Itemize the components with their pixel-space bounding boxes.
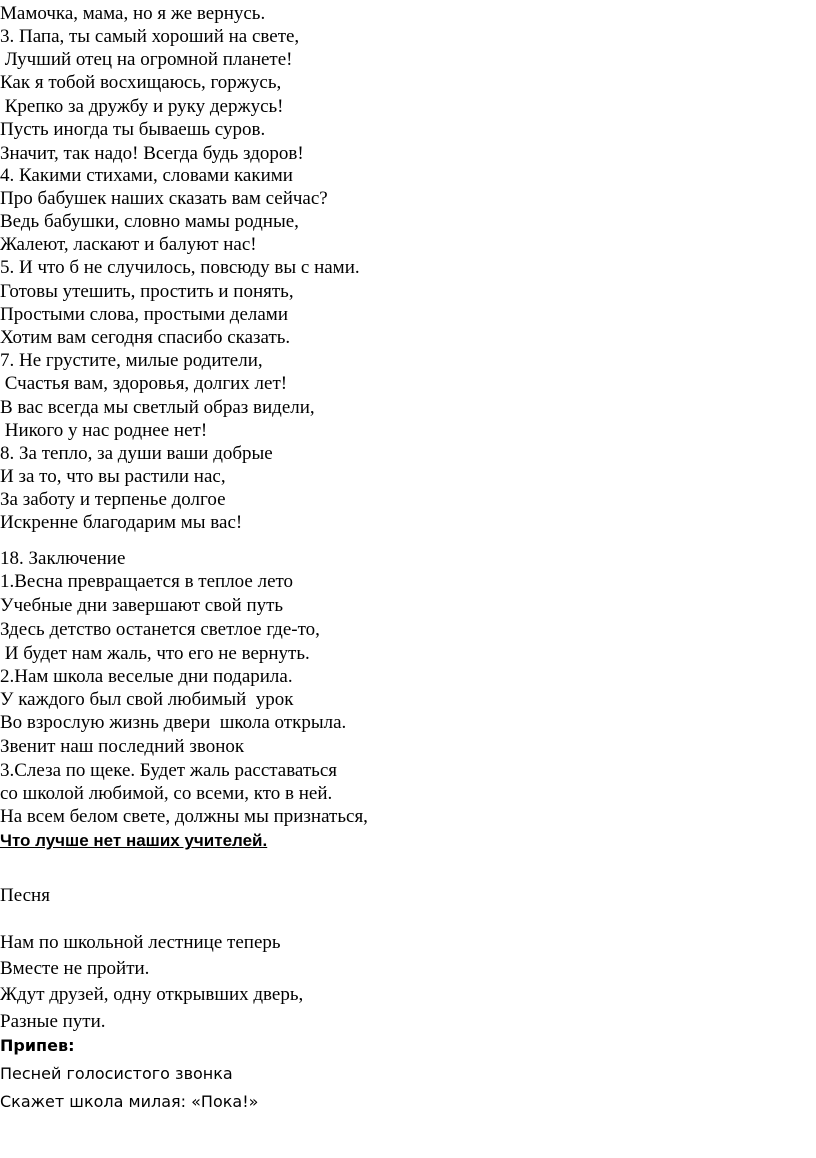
poem-line: Никого у нас роднее нет! bbox=[0, 420, 208, 441]
poem-line: 7. Не грустите, милые родители, bbox=[0, 350, 263, 371]
chorus-line: Песней голосистого звонка bbox=[0, 1064, 233, 1083]
conclusion-line: На всем белом свете, должны мы признаться, bbox=[0, 806, 368, 827]
song-line: Нам по школьной лестнице теперь bbox=[0, 932, 281, 953]
poem-line: 8. За тепло, за души ваши добрые bbox=[0, 443, 273, 464]
conclusion-line: Здесь детство останется светлое где-то, bbox=[0, 619, 320, 640]
conclusion-final-line: Что лучше нет наших учителей. bbox=[0, 831, 268, 850]
poem-line: 5. И что б не случилось, повсюду вы с нами. bbox=[0, 257, 360, 278]
conclusion-heading: 18. Заключение bbox=[0, 548, 126, 569]
conclusion-line: И будет нам жаль, что его не вернуть. bbox=[0, 643, 310, 664]
poem-line: Лучший отец на огромной планете! bbox=[0, 49, 293, 70]
song-line: Ждут друзей, одну открывших дверь, bbox=[0, 984, 304, 1005]
conclusion-line: 3.Слеза по щеке. Будет жаль расставаться bbox=[0, 760, 338, 781]
poem-line: Хотим вам сегодня спасибо сказать. bbox=[0, 327, 291, 348]
poem-line: Пусть иногда ты бываешь суров. bbox=[0, 119, 266, 140]
poem-line: Про бабушек наших сказать вам сейчас? bbox=[0, 188, 328, 209]
song-line: Вместе не пройти. bbox=[0, 958, 150, 979]
conclusion-line: 1.Весна превращается в теплое лето bbox=[0, 571, 294, 592]
poem-line: Мамочка, мама, но я же вернусь. bbox=[0, 3, 266, 24]
chorus-label: Припев: bbox=[0, 1036, 75, 1055]
poem-line: 3. Папа, ты самый хороший на свете, bbox=[0, 26, 300, 47]
poem-line: Готовы утешить, простить и понять, bbox=[0, 281, 294, 302]
poem-line: 4. Какими стихами, словами какими bbox=[0, 165, 293, 186]
poem-line: Простыми слова, простыми делами bbox=[0, 304, 288, 325]
poem-line: За заботу и терпенье долгое bbox=[0, 489, 226, 510]
poem-line: И за то, что вы растили нас, bbox=[0, 466, 226, 487]
chorus-line: Скажет школа милая: «Пока!» bbox=[0, 1092, 259, 1111]
song-line: Разные пути. bbox=[0, 1011, 106, 1032]
poem-line: Жалеют, ласкают и балуют нас! bbox=[0, 234, 257, 255]
conclusion-line: Во взрослую жизнь двери школа открыла. bbox=[0, 712, 347, 733]
poem-line: Искренне благодарим мы вас! bbox=[0, 512, 243, 533]
poem-line: Ведь бабушки, словно мамы родные, bbox=[0, 211, 299, 232]
song-title: Песня bbox=[0, 885, 50, 906]
poem-line: Крепко за дружбу и руку держусь! bbox=[0, 96, 284, 117]
poem-line: В вас всегда мы светлый образ видели, bbox=[0, 397, 315, 418]
conclusion-line: У каждого был свой любимый урок bbox=[0, 689, 294, 710]
conclusion-line: Учебные дни завершают свой путь bbox=[0, 595, 284, 616]
poem-line: Как я тобой восхищаюсь, горжусь, bbox=[0, 72, 282, 93]
conclusion-line: Звенит наш последний звонок bbox=[0, 736, 245, 757]
poem-line: Значит, так надо! Всегда будь здоров! bbox=[0, 143, 304, 164]
poem-line: Счастья вам, здоровья, долгих лет! bbox=[0, 373, 288, 394]
conclusion-line: 2.Нам школа веселые дни подарила. bbox=[0, 666, 293, 687]
conclusion-line: со школой любимой, со всеми, кто в ней. bbox=[0, 783, 333, 804]
